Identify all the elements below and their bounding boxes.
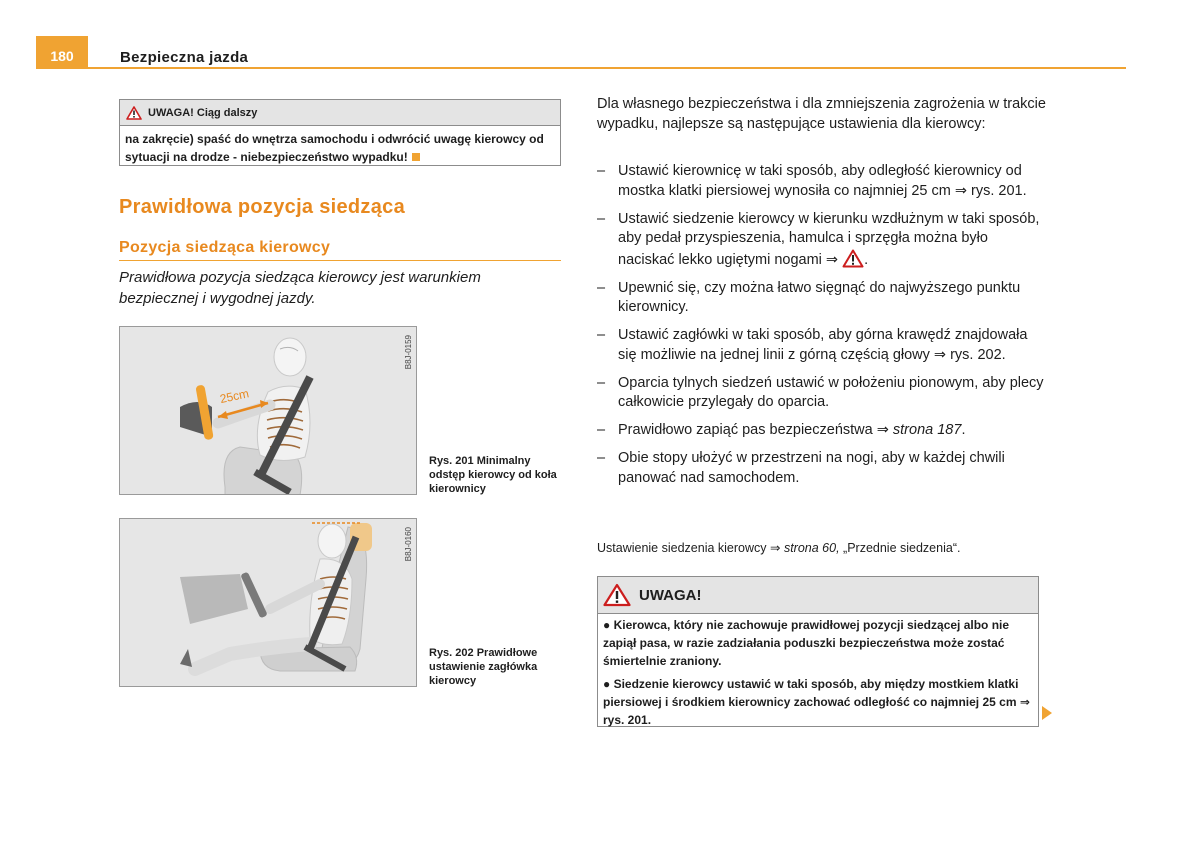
warning-triangle-icon[interactable] bbox=[842, 249, 864, 268]
list-dash: – bbox=[597, 422, 606, 438]
warning-continued-body: na zakręcie) spaść do wnętrza samochodu i odwrócić uwagę kierowcy od sytuacji na drodze - niebezpieczeństwo wypadku! bbox=[125, 132, 544, 164]
figure-code: B8J-0160 bbox=[404, 527, 413, 562]
figure-201 bbox=[119, 326, 417, 495]
see-also-tail: „Przednie siedzenia“. bbox=[843, 541, 961, 555]
warning-title: UWAGA! bbox=[639, 586, 702, 604]
list-item-text: Oparcia tylnych siedzeń ustawić w położeniu pionowym, aby plecy całkowicie przylegały do oparcia. bbox=[618, 374, 1044, 410]
warning-header bbox=[598, 577, 1038, 614]
warning-continued-box bbox=[119, 99, 561, 166]
list-dash: – bbox=[597, 450, 606, 466]
list-item bbox=[597, 210, 1047, 271]
list-item-text: Ustawić kierownicę w taki sposób, aby odległość kierownicy od mostka klatki piersiowej wynosiła co najmniej 25 cm ⇒ rys. 201. bbox=[618, 163, 1027, 199]
list-dash: – bbox=[597, 279, 606, 296]
seating-position-illustration bbox=[120, 519, 417, 687]
distance-label: 25cm bbox=[218, 386, 251, 407]
bullet-dot: ● bbox=[603, 618, 611, 632]
list-item bbox=[597, 374, 1047, 413]
warning-continued-header bbox=[120, 100, 560, 126]
warning-continued-text bbox=[120, 126, 560, 170]
list-dash: – bbox=[597, 210, 606, 227]
list-item bbox=[597, 279, 1047, 318]
figure-201-caption: Rys. 201 Minimalny odstęp kierowcy od koła kierownicy bbox=[429, 455, 557, 495]
figure-202-caption: Rys. 202 Prawidłowe ustawienie zagłówka kierowcy bbox=[429, 647, 538, 687]
list-item bbox=[597, 421, 1047, 441]
section-subheading: Pozycja siedząca kierowcy bbox=[119, 239, 331, 256]
list-item bbox=[597, 162, 1047, 201]
figure-code: B8J-0159 bbox=[404, 335, 413, 370]
subheading-rule bbox=[119, 260, 561, 261]
warning-item-text: Siedzenie kierowcy ustawić w taki sposób, aby między mostkiem klatki piersiowej i środkiem kierownicy zachować odległość co najmniej 25 cm ⇒ rys. 201. bbox=[603, 677, 1030, 727]
list-item-tail: . bbox=[961, 422, 966, 438]
warning-continued-title: UWAGA! Ciąg dalszy bbox=[148, 106, 258, 119]
warning-item bbox=[598, 675, 1038, 729]
list-item-text: Prawidłowo zapiąć pas bezpieczeństwa ⇒ bbox=[618, 422, 889, 438]
bullet-dot: ● bbox=[603, 677, 611, 691]
chapter-title: Bezpieczna jazda bbox=[120, 49, 249, 66]
warning-box bbox=[597, 576, 1039, 727]
continue-arrow-icon bbox=[1042, 706, 1052, 720]
right-intro: Dla własnego bezpieczeństwa i dla zmniejszenia zagrożenia w trakcie wypadku, najlepsze są następujące ustawienia dla kierowcy: bbox=[597, 96, 1046, 132]
section-heading: Prawidłowa pozycja siedząca bbox=[119, 196, 405, 218]
see-also-text: Ustawienie siedzenia kierowcy ⇒ bbox=[597, 541, 781, 555]
page-reference-link[interactable]: strona 60, bbox=[783, 541, 840, 555]
steering-distance-illustration bbox=[120, 327, 417, 495]
warning-item bbox=[598, 616, 1038, 670]
list-item-text: Ustawić zagłówki w taki sposób, aby górna krawędź znajdowała się możliwie na jednej linii z górną częścią głowy ⇒ rys. 202. bbox=[618, 327, 1028, 363]
list-item bbox=[597, 326, 1047, 365]
warning-triangle-icon bbox=[126, 106, 142, 120]
list-item-text: Ustawić siedzenie kierowcy w kierunku wzdłużnym w taki sposób, aby pedał przyspieszenia, hamulca i sprzęgła można było naciskać lekko ugiętymi nogami ⇒ bbox=[618, 210, 1040, 268]
list-item bbox=[597, 449, 1047, 488]
list-dash: – bbox=[597, 327, 606, 343]
header-rule bbox=[36, 67, 1126, 69]
section-intro: Prawidłowa pozycja siedząca kierowcy jest warunkiem bezpiecznej i wygodnej jazdy. bbox=[119, 269, 481, 307]
settings-list bbox=[597, 162, 1047, 497]
warning-triangle-icon bbox=[603, 583, 631, 607]
list-item-tail: . bbox=[864, 251, 869, 268]
list-dash: – bbox=[597, 374, 606, 391]
page-reference-link[interactable]: strona 187 bbox=[892, 422, 962, 438]
list-item-text: Upewnić się, czy można łatwo sięgnąć do najwyższego punktu kierownicy. bbox=[618, 279, 1021, 315]
list-item-text: Obie stopy ułożyć w przestrzeni na nogi, aby w każdej chwili panować nad samochodem. bbox=[618, 450, 1005, 486]
end-marker-icon bbox=[412, 153, 420, 161]
list-dash: – bbox=[597, 163, 606, 179]
warning-item-text: Kierowca, który nie zachowuje prawidłowej pozycji siedzącej albo nie zapiął pasa, w razie zadziałania poduszki bezpieczeństwa może zostać śmiertelnie zraniony. bbox=[603, 618, 1010, 668]
page-number: 180 bbox=[36, 36, 88, 68]
see-also-line bbox=[597, 540, 960, 555]
figure-202 bbox=[119, 518, 417, 687]
